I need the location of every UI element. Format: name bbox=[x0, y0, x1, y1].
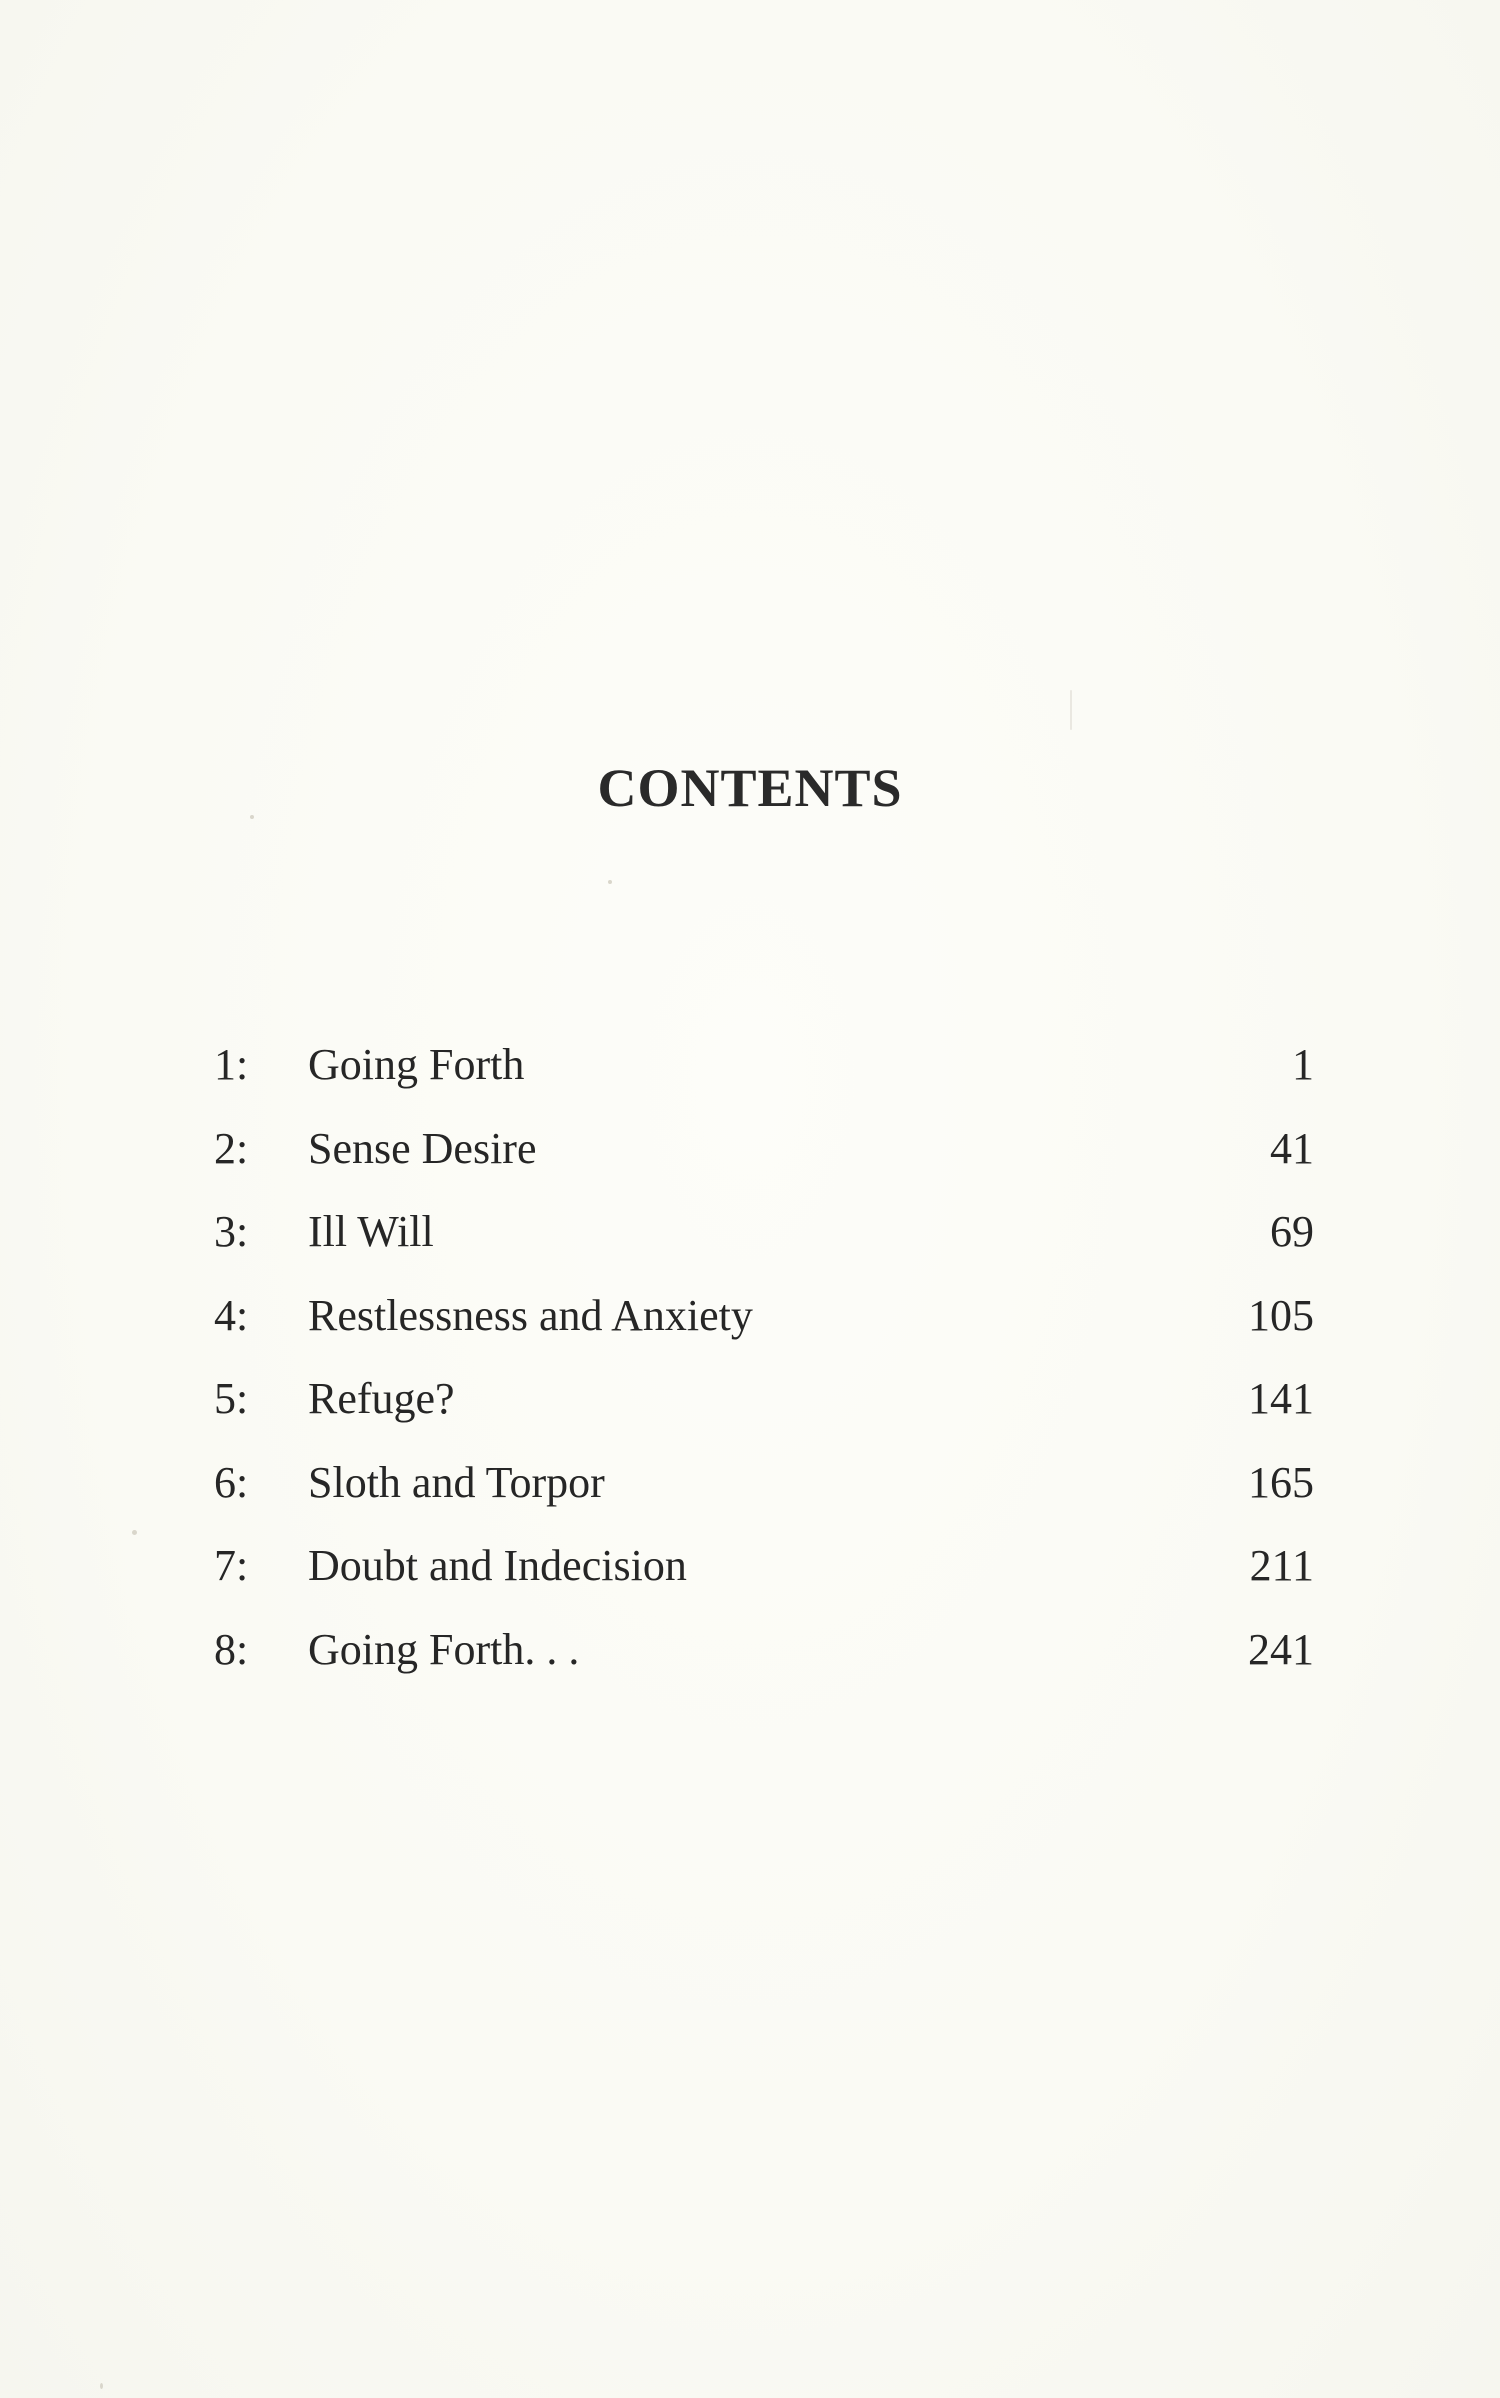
toc-entry bbox=[214, 1025, 1314, 1109]
chapter-number: 7: bbox=[214, 1541, 249, 1590]
paper-speck bbox=[100, 2383, 103, 2389]
paper-speck bbox=[132, 1530, 137, 1535]
toc-entry bbox=[214, 1359, 1314, 1443]
page-number: 1 bbox=[1292, 1040, 1314, 1089]
paper-speck bbox=[1070, 690, 1072, 730]
chapter-number: 2: bbox=[214, 1123, 249, 1173]
chapter-title: Restlessness and Anxiety bbox=[308, 1290, 753, 1340]
chapter-number: 6: bbox=[214, 1457, 249, 1507]
toc-entry bbox=[214, 1443, 1314, 1527]
chapter-title: Refuge? bbox=[308, 1374, 455, 1423]
page-number: 211 bbox=[1249, 1541, 1314, 1590]
chapter-number: 3: bbox=[214, 1207, 249, 1256]
toc-entry bbox=[214, 1526, 1314, 1610]
page-title: CONTENTS bbox=[597, 758, 903, 819]
chapter-number: 8: bbox=[214, 1624, 249, 1674]
chapter-title: Sense Desire bbox=[308, 1123, 537, 1173]
page-number: 105 bbox=[1248, 1290, 1314, 1340]
toc-entry bbox=[214, 1192, 1314, 1276]
page-number: 165 bbox=[1248, 1457, 1314, 1507]
chapter-number: 5: bbox=[214, 1374, 249, 1423]
chapter-title: Going Forth bbox=[308, 1040, 525, 1089]
chapter-title: Doubt and Indecision bbox=[308, 1541, 687, 1590]
toc-entry bbox=[214, 1109, 1314, 1193]
chapter-number: 1: bbox=[214, 1040, 249, 1089]
page-number: 241 bbox=[1248, 1624, 1314, 1674]
paper-speck bbox=[608, 880, 612, 884]
chapter-number: 4: bbox=[214, 1290, 249, 1340]
table-of-contents bbox=[214, 1025, 1314, 1693]
chapter-title: Ill Will bbox=[308, 1207, 434, 1256]
page-number: 141 bbox=[1248, 1374, 1314, 1423]
toc-entry bbox=[214, 1610, 1314, 1694]
page-number: 69 bbox=[1270, 1207, 1314, 1256]
toc-entry bbox=[214, 1276, 1314, 1360]
chapter-title: Going Forth. . . bbox=[308, 1624, 580, 1674]
chapter-title: Sloth and Torpor bbox=[308, 1457, 605, 1507]
page-number: 41 bbox=[1270, 1123, 1314, 1173]
